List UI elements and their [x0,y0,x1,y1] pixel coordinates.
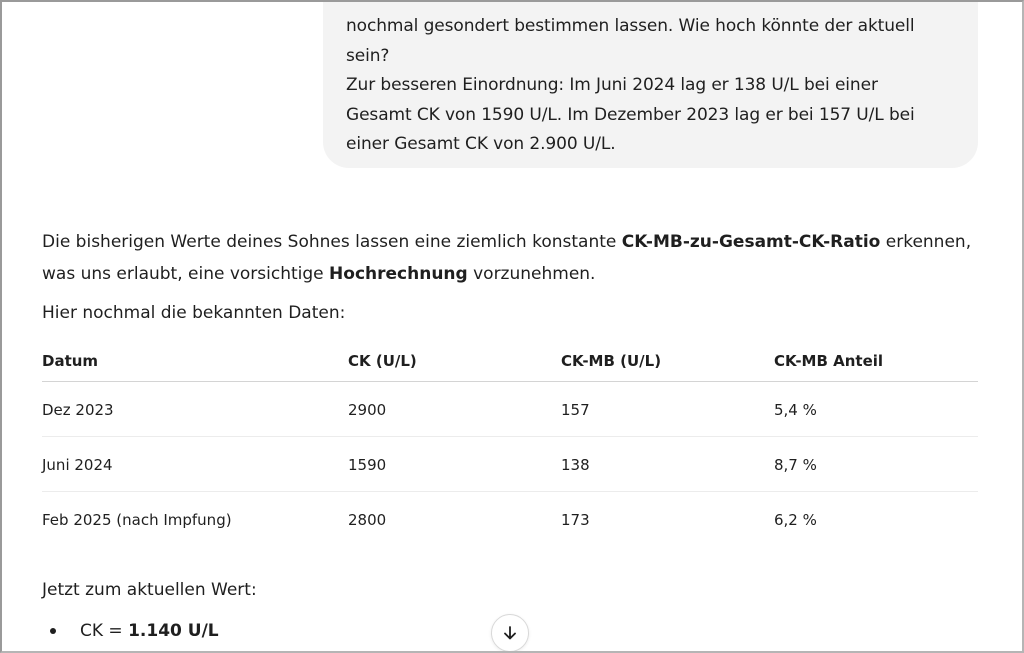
cell-datum: Dez 2023 [42,381,348,436]
data-intro: Hier nochmal die bekannten Daten: [42,303,346,323]
answer-intro-text: erkennen, was uns erlaubt, eine vorsichtige [42,232,972,284]
cell-datum: Juni 2024 [42,436,348,491]
cell-anteil: 6,2 % [774,510,817,529]
table-row [42,491,978,546]
cell-datum: Feb 2025 (nach Impfung) [42,510,232,529]
answer-intro-bold-hochrechnung: Hochrechnung [329,264,468,284]
answer-intro-text: vorzunehmen. [467,264,596,284]
user-message-line: nochmal gesondert bestimmen lassen. Wie hoch könnte der aktuell [346,16,915,36]
header-datum: Datum [42,345,348,381]
arrow-down-icon [501,624,519,642]
user-message-line: Zur besseren Einordnung: Im Juni 2024 lag er 138 U/L bei einer [346,75,878,95]
user-message-line: einer Gesamt CK von 2.900 U/L. [346,134,616,154]
answer-intro-text: Die bisherigen Werte deines Sohnes lassen eine ziemlich konstante [42,232,622,252]
table-row [42,436,978,491]
cell-anteil: 5,4 % [774,381,978,436]
answer-intro-bold-ratio: CK-MB-zu-Gesamt-CK-Ratio [621,232,881,252]
list-item [50,621,219,641]
assistant-answer [42,226,982,326]
cell-ck-mb: 157 [561,381,774,436]
scroll-to-bottom-button[interactable] [491,614,529,652]
table-row [42,381,978,436]
cell-ck-mb: 138 [561,436,774,491]
user-message-bubble [323,0,978,168]
cell-ck: 2900 [348,381,561,436]
section-heading: Jetzt zum aktuellen Wert: [42,580,257,600]
cell-anteil: 8,7 % [774,436,978,491]
cell-ck-mb: 173 [561,510,590,529]
header-ck: CK (U/L) [348,345,561,381]
cell-ck: 1590 [348,436,561,491]
header-ck-mb-anteil: CK-MB Anteil [774,345,978,381]
user-message-line: Gesamt CK von 1590 U/L. Im Dezember 2023 lag er bei 157 U/L bei [346,104,915,125]
cell-ck: 2800 [348,510,387,529]
bullet-label: CK = [80,621,123,641]
user-message-line: sein? [346,45,390,66]
header-ck-mb: CK-MB (U/L) [561,345,774,381]
bullet-icon [50,628,56,634]
bullet-value: 1.140 U/L [128,621,219,641]
table-header-row [42,345,978,381]
data-table [42,345,978,546]
answer-intro [42,226,982,290]
